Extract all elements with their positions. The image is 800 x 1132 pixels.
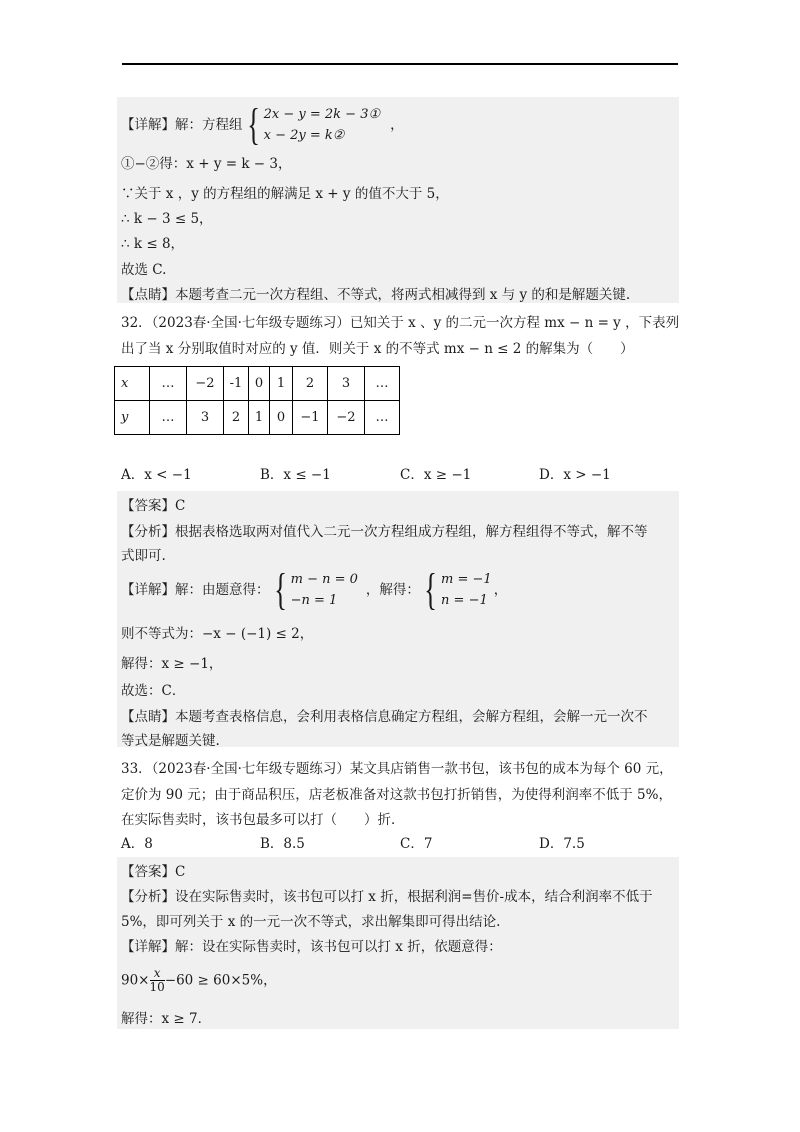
table-cell: x xyxy=(115,367,150,401)
table-cell: −1 xyxy=(293,401,328,435)
table-cell: −2 xyxy=(187,367,224,401)
q33-fraction xyxy=(150,967,165,994)
q33-expr-right: −60 ≥ 60×5%， xyxy=(164,972,277,989)
q31-detail xyxy=(121,100,404,149)
q33-option-a: A．8 xyxy=(121,836,153,852)
q32-comment-line1: 【点睛】本题考查表格信息，会利用表格信息确定方程组，会解方程组，会解一元一次不 xyxy=(121,709,648,725)
q32-solution-system xyxy=(441,569,492,611)
q32-mid: ，解得： xyxy=(365,582,420,598)
table-cell: 2 xyxy=(224,401,249,435)
q32-value-table xyxy=(114,366,400,435)
q32-option-c: C．x ≥ −1 xyxy=(400,467,472,483)
q32-analysis-line2: 式即可. xyxy=(121,548,166,564)
brace-icon: { xyxy=(273,565,287,614)
table-cell: 0 xyxy=(270,401,293,435)
q32-detail-prefix: 【详解】解：由题意得： xyxy=(121,582,270,598)
q33-stem-line2: 定价为 90 元；由于商品积压，店老板准备对这款书包打折销售，为使得利润率不低于 5%， xyxy=(121,787,672,803)
q32-comment-line2: 等式是解题关键. xyxy=(121,733,220,749)
q32-option-a: A．x < −1 xyxy=(121,467,192,483)
q31-step-condition: ∵关于 x ，y 的方程组的解满足 x + y 的值不大于 5， xyxy=(121,186,449,202)
q31-choice: 故选 C. xyxy=(121,262,167,278)
table-cell: … xyxy=(150,401,187,435)
q31-equation-system xyxy=(264,104,381,146)
q32-equation-system xyxy=(291,569,358,611)
table-cell: −2 xyxy=(328,401,365,435)
q32-sys1-b: −n = 1 xyxy=(290,593,338,608)
table-cell: y xyxy=(115,401,150,435)
q31-eq-suffix: ， xyxy=(390,117,404,133)
q32-sys2-a: m = −1 xyxy=(441,572,492,587)
table-cell: … xyxy=(365,367,400,401)
table-cell: 1 xyxy=(249,401,270,435)
q32-sys1-a: m − n = 0 xyxy=(290,572,358,587)
q33-solve: 解得：x ≥ 7． xyxy=(121,1011,212,1027)
q32-sys2-b: n = −1 xyxy=(441,593,488,608)
q32-inequality: 则不等式为：−x − (−1) ≤ 2， xyxy=(121,626,314,642)
q33-analysis-line1: 【分析】设在实际售卖时，该书包可以打 x 折，根据利润=售价-成本，结合利润率不低于 xyxy=(121,889,653,905)
q33-detail: 【详解】解：设在实际售卖时，该书包可以打 x 折，依题意得： xyxy=(121,939,502,955)
q32-detail xyxy=(121,565,508,614)
q33-answer: 【答案】C xyxy=(121,864,186,880)
q33-expression xyxy=(121,967,277,994)
brace-icon: { xyxy=(424,565,437,614)
q32-option-b: B．x ≤ −1 xyxy=(260,467,331,483)
q31-step-result: ∴ k ≤ 8， xyxy=(121,236,185,252)
table-cell: 2 xyxy=(293,367,328,401)
q31-step-inequality: ∴ k − 3 ≤ 5， xyxy=(121,211,213,227)
q31-eq1: 2x − y = 2k − 3① xyxy=(263,107,381,122)
table-row xyxy=(115,401,400,435)
brace-icon: { xyxy=(246,100,260,149)
q33-analysis-line2: 5%，即可列关于 x 的一元一次不等式，求出解集即可得出结论. xyxy=(121,914,501,930)
q33-frac-num: x xyxy=(150,967,165,981)
table-cell: … xyxy=(365,401,400,435)
q33-option-c: C．7 xyxy=(400,836,433,852)
q33-frac-den: 10 xyxy=(149,980,165,994)
q33-stem-line1: 33．（2023春·全国·七年级专题练习）某文具店销售一款书包，该书包的成本为每个 60 元， xyxy=(121,761,673,777)
q33-expr-left: 90× xyxy=(121,972,150,989)
table-cell: -1 xyxy=(224,367,249,401)
q32-analysis-line1: 【分析】根据表格选取两对值代入二元一次方程组成方程组，解方程组得不等式，解不等 xyxy=(121,524,648,540)
q31-eq2: x − 2y = k② xyxy=(263,128,345,143)
q31-comment: 【点睛】本题考查二元一次方程组、不等式，将两式相减得到 x 与 y 的和是解题关键. xyxy=(121,287,631,303)
q33-option-d: D．7.5 xyxy=(539,836,585,852)
q32-sys-suffix: ， xyxy=(493,582,508,598)
q32-answer: 【答案】C xyxy=(121,498,186,514)
table-cell: 3 xyxy=(187,401,224,435)
table-cell: 1 xyxy=(270,367,293,401)
q31-step-subtract: ①−②得：x + y = k − 3， xyxy=(121,156,292,172)
table-cell: … xyxy=(150,367,187,401)
q31-detail-prefix: 【详解】解：方程组 xyxy=(121,117,243,133)
q32-stem-line1: 32．（2023春·全国·七年级专题练习）已知关于 x 、y 的二元一次方程 mx − n = y ，下表列 xyxy=(121,315,680,331)
q33-option-b: B．8.5 xyxy=(260,836,305,852)
table-row xyxy=(115,367,400,401)
q32-option-d: D．x > −1 xyxy=(539,467,611,483)
q32-solve: 解得：x ≥ −1， xyxy=(121,656,223,672)
q33-stem-line3: 在实际售卖时，该书包最多可以打（ ）折． xyxy=(121,812,405,828)
header-rule xyxy=(122,63,678,65)
table-cell: 3 xyxy=(328,367,365,401)
q32-stem-line2: 出了当 x 分别取值时对应的 y 值．则关于 x 的不等式 mx − n ≤ 2 的解集为（ ） xyxy=(121,341,634,357)
table-cell: 0 xyxy=(249,367,270,401)
q32-choice: 故选：C． xyxy=(121,683,186,699)
